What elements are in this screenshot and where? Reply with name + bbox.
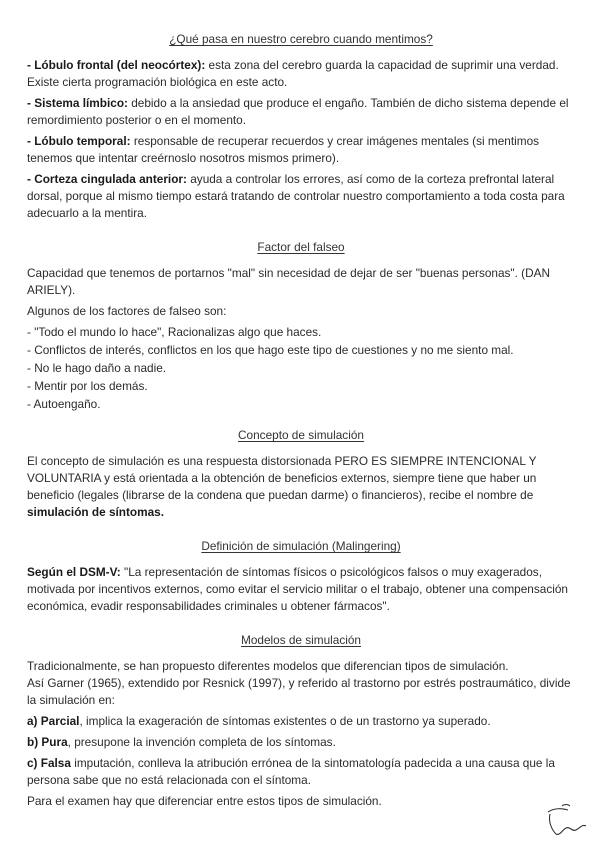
falseo-lead: Algunos de los factores de falseo son: xyxy=(27,304,227,318)
falseo-factor: - Mentir por los demás. xyxy=(27,379,148,393)
falseo-intro: Capacidad que tenemos de portarnos "mal" sin necesidad de dejar de ser "buenas personas". (DAN ARIELY). xyxy=(27,266,551,297)
signature-logo xyxy=(542,800,592,840)
concepto-text: El concepto de simulación es una respuesta distorsionada PERO ES SIEMPRE INTENCIONAL Y VOLUNTARIA y está orientada a la obtención de beneficios externos, siempre tiene que haber un beneficio (legales (librarse de la condena que puedan darme) o financieros), recibe el nombre de simulación de síntomas. xyxy=(27,454,537,519)
modelos-intro: Tradicionalmente, se han propuesto diferentes modelos que diferencian tipos de simulación. xyxy=(27,659,509,673)
modelo-item-parcial: a) Parcial, implica la exageración de síntomas existentes o de un trastorno ya superado. xyxy=(27,714,491,728)
falseo-factor: - "Todo el mundo lo hace", Racionalizas algo que haces. xyxy=(27,325,322,339)
section-title-brain: ¿Qué pasa en nuestro cerebro cuando mentimos? xyxy=(169,32,433,46)
modelos-closing: Para el examen hay que diferenciar entre estos tipos de simulación. xyxy=(27,794,382,808)
section-title-falseo: Factor del falseo xyxy=(257,240,345,254)
section-title-modelos: Modelos de simulación xyxy=(241,633,361,647)
modelo-item-falsa: c) Falsa imputación, conlleva la atribución errónea de la sintomatología padecida a una causa que la persona sabe que no está relacionada con el síntoma. xyxy=(27,756,555,787)
brain-item-cingulate: - Corteza cingulada anterior: ayuda a controlar los errores, así como de la corteza prefrontal lateral dorsal, porque al mismo tiempo estará tratando de controlar nuestro comportamiento a toda costa para adecuarlo a la mentira. xyxy=(27,172,565,220)
falseo-factor: - No le hago daño a nadie. xyxy=(27,361,167,375)
definicion-text: Según el DSM-V: "La representación de síntomas físicos o psicológicos falsos o muy exagerados, motivada por incentivos externos, como evitar el servicio militar o el trabajo, obtener una compensación económica, evadir responsabilidades criminales u obtener fármacos". xyxy=(27,565,568,613)
falseo-factor: - Conflictos de interés, conflictos en los que hago este tipo de cuestiones y no me siento mal. xyxy=(27,343,514,357)
falseo-factor: - Autoengaño. xyxy=(27,397,101,411)
modelos-intro-2: Así Garner (1965), extendido por Resnick (1997), y referido al trastorno por estrés postraumático, divide la simulación en: xyxy=(27,676,571,707)
section-title-definicion: Definición de simulación (Malingering) xyxy=(201,539,401,553)
brain-item-frontal: - Lóbulo frontal (del neocórtex): esta zona del cerebro guarda la capacidad de suprimir una verdad. Existe cierta programación biológica en este acto. xyxy=(27,58,559,89)
brain-item-limbic: - Sistema límbico: debido a la ansiedad que produce el engaño. También de dicho sistema depende el remordimiento posterior o en el momento. xyxy=(27,96,569,127)
section-title-concepto: Concepto de simulación xyxy=(238,428,364,442)
brain-item-temporal: - Lóbulo temporal: responsable de recuperar recuerdos y crear imágenes mentales (si mentimos tenemos que intentar creérnoslo nosotros mismos primero). xyxy=(27,134,540,165)
document-page xyxy=(27,31,575,814)
modelo-item-pura: b) Pura, presupone la invención completa de los síntomas. xyxy=(27,735,336,749)
